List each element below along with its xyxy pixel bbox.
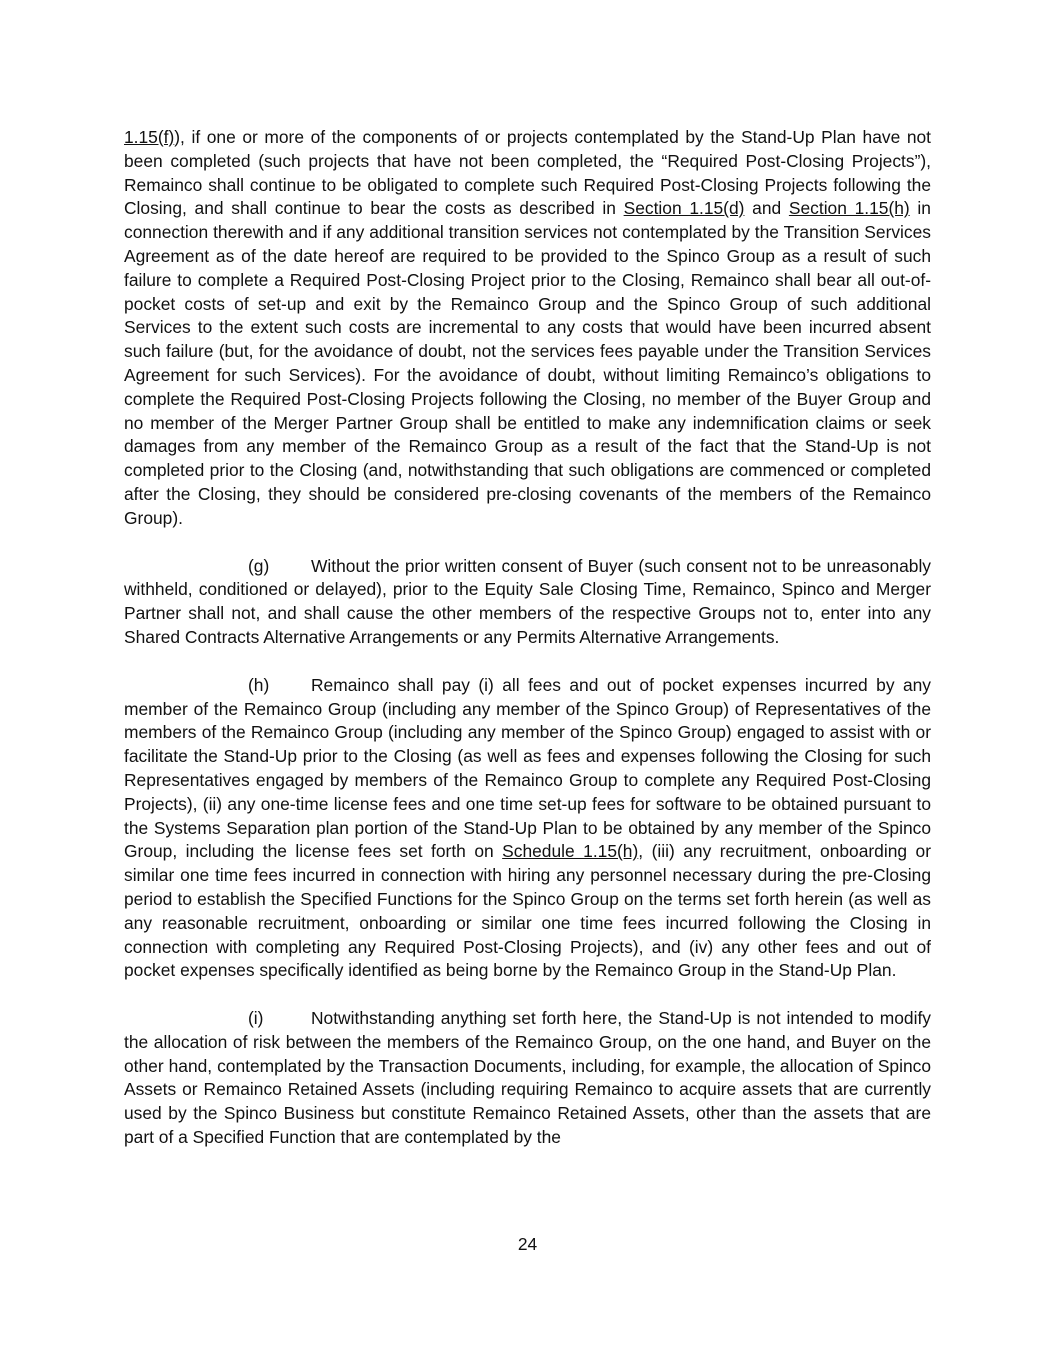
paragraph-i xyxy=(124,1007,931,1150)
paragraph-text: Without the prior written consent of Buyer (such consent not to be unreasonably withheld, conditioned or delayed), prior to the Equity Sale Closing Time, Remainco, Spinco and Merger Partner shall not, and shall cause the other members of the respective Groups not to, enter into any Shared Contracts Alternative Arrangements or any Permits Alternative Arrangements. xyxy=(124,555,931,647)
section-reference[interactable]: Section 1.15(d) xyxy=(623,198,745,219)
paragraph-text: and xyxy=(744,198,789,219)
paragraph-text: ), if one or more of the components of or projects contemplated by the Stand-Up Plan have not been completed (such projects that have not been completed, the “Required Post-Closing Projects”), Remainco shall continue to be obligated to complete such Required Post-Closing Projects following the Closing, and shall continue to bear the costs as described in xyxy=(124,127,931,219)
document-body xyxy=(124,126,931,1174)
paragraph-text: Remainco shall pay (i) all fees and out of pocket expenses incurred by any member of the Remainco Group (including any member of the Spinco Group) of Representatives of the members of the Remainco Group (including any member of the Spinco Group) engaged to assist with or facilitate the Stand-Up prior to the Closing (as well as fees and expenses following the Closing for such Representatives engaged by members of the Remainco Group to complete any Required Post-Closing Projects), (ii) any one-time license fees and one time set-up fees for software to be obtained pursuant to the Systems Separation plan portion of the Stand-Up Plan to be obtained by any member of the Spinco Group, including the license fees set forth on xyxy=(124,674,931,862)
section-reference[interactable]: 1.15(f) xyxy=(124,127,175,147)
clause-label: (g) xyxy=(248,555,270,576)
clause-label: (h) xyxy=(248,674,270,695)
paragraph-text: , (iii) any recruitment, onboarding or similar one time fees incurred in connection with hiring any personnel necessary during the pre-Closing period to establish the Specified Functions for the Spinco Group on the terms set forth herein (as well as any reasonable recruitment, onboarding or similar one time fees incurred following the Closing in connection with completing any Required Post-Closing Projects), and (iv) any other fees and out of pocket expenses specifically identified as being borne by the Remainco Group in the Stand-Up Plan. xyxy=(124,841,931,981)
paragraph-text: in connection therewith and if any additional transition services not contemplated by the Transition Services Agreement as of the date hereof are required to be provided to the Spinco Group as a result of such failure to complete a Required Post-Closing Project prior to the Closing, Remainco shall bear all out-of-pocket costs of set-up and exit by the Remainco Group and the Spinco Group of such additional Services to the extent such costs are incremental to any costs that would have been incurred absent such failure (but, for the avoidance of doubt, not the services fees payable under the Transition Services Agreement for such Services). For the avoidance of doubt, without limiting Remainco’s obligations to complete the Required Post-Closing Projects following the Closing, no member of the Buyer Group and no member of the Merger Partner Group shall be entitled to make any indemnification claims or seek damages from any member of the Remainco Group as a result of the fact that the Stand-Up is not completed prior to the Closing (and, notwithstanding that such obligations are commenced or completed after the Closing, they should be considered pre-closing covenants of the members of the Remainco Group). xyxy=(124,198,931,528)
paragraph-h xyxy=(124,674,931,983)
schedule-reference[interactable]: Schedule 1.15(h) xyxy=(502,841,639,862)
paragraph-g xyxy=(124,555,931,650)
page-number: 24 xyxy=(517,1234,538,1254)
clause-label: (i) xyxy=(248,1008,264,1029)
paragraph-text: Notwithstanding anything set forth here, the Stand-Up is not intended to modify the allocation of risk between the members of the Remainco Group, on the one hand, and Buyer on the other hand, contemplated by the Transaction Documents, including, for example, the allocation of Spinco Assets or Remainco Retained Assets (including requiring Remainco to acquire assets that are currently used by the Spinco Business but constitute Remainco Retained Assets, other than the assets that are part of a Specified Function that are contemplated by the xyxy=(124,1008,931,1148)
paragraph-f-continued xyxy=(124,126,931,531)
section-reference[interactable]: Section 1.15(h) xyxy=(788,198,910,219)
